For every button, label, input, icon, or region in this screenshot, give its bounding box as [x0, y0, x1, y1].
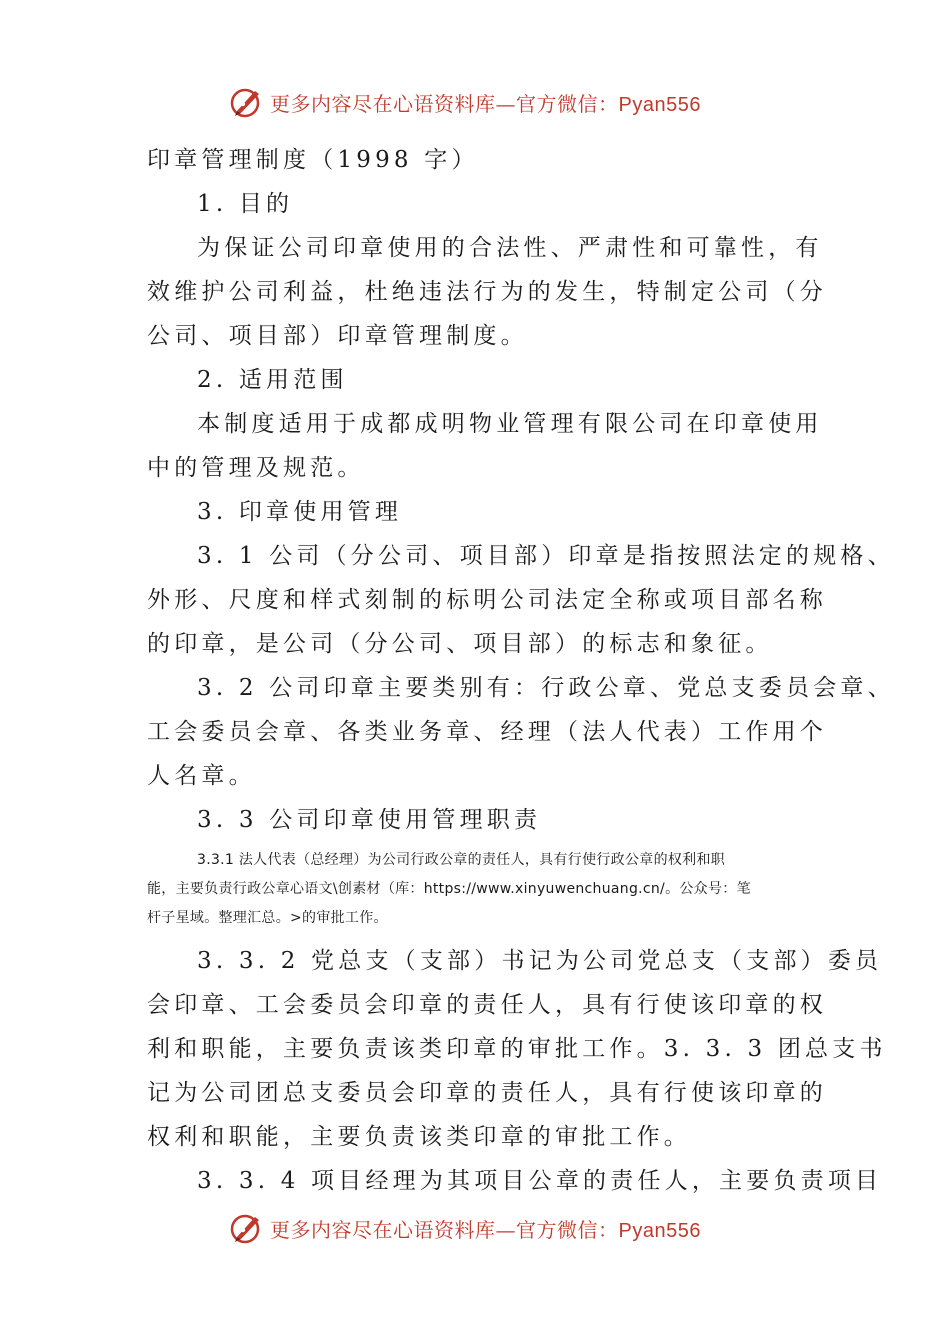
wechat-id: Pyan556: [618, 1219, 701, 1242]
paragraph-line: 杆子星域。整理汇总。>的审批工作。: [147, 910, 388, 926]
paragraph-line: 中的管理及规范。: [147, 455, 365, 481]
banner-text: 更多内容尽在心语资料库—官方微信：Pyan556: [270, 91, 701, 116]
paragraph-line: 公司、项目部）印章管理制度。: [147, 323, 528, 349]
pen-circle-icon: [228, 84, 264, 120]
document-title: 印章管理制度（1998 字）: [147, 147, 479, 173]
paragraph-line: 3.3.1 法人代表（总经理）为公司行政公章的责任人，具有行使行政公章的权利和职: [197, 852, 726, 868]
footer-banner: [228, 1208, 748, 1248]
paragraph-line: 利和职能，主要负责该类印章的审批工作。3. 3. 3 团总支书: [147, 1036, 887, 1062]
wechat-id: Pyan556: [618, 93, 701, 116]
paragraph-line: 外形、尺度和样式刻制的标明公司法定全称或项目部名称: [147, 587, 827, 613]
paragraph-line: 为保证公司印章使用的合法性、严肃性和可靠性，有: [197, 235, 823, 261]
paragraph-line: 3. 2 公司印章主要类别有：行政公章、党总支委员会章、: [197, 675, 895, 701]
header-banner: [228, 82, 748, 122]
paragraph-line: 会印章、工会委员会印章的责任人，具有行使该印章的权: [147, 992, 827, 1018]
paragraph-line: 记为公司团总支委员会印章的责任人，具有行使该印章的: [147, 1080, 827, 1106]
banner-text: 更多内容尽在心语资料库—官方微信：Pyan556: [270, 1217, 701, 1242]
paragraph-line: 本制度适用于成都成明物业管理有限公司在印章使用: [197, 411, 823, 437]
paragraph-line: 工会委员会章、各类业务章、经理（法人代表）工作用个: [147, 719, 827, 745]
paragraph-line: 人名章。: [147, 763, 256, 789]
paragraph-line: 3. 1 公司（分公司、项目部）印章是指按照法定的规格、: [197, 543, 895, 569]
paragraph-line: 权利和职能，主要负责该类印章的审批工作。: [147, 1124, 691, 1150]
section-heading: 3. 印章使用管理: [197, 499, 403, 525]
paragraph-line: 能，主要负责行政公章心语文\创素材（库：https://www.xinyuwenchuang.cn/。公众号：笔: [147, 881, 751, 897]
paragraph-line: 3. 3. 2 党总支（支部）书记为公司党总支（支部）委员: [197, 948, 883, 974]
document-body: [147, 138, 895, 1203]
paragraph-line: 的印章，是公司（分公司、项目部）的标志和象征。: [147, 631, 773, 657]
paragraph-line: 效维护公司利益，杜绝违法行为的发生，特制定公司（分: [147, 279, 827, 305]
small-print-block: [147, 846, 807, 933]
section-heading: 1. 目的: [197, 191, 294, 217]
pen-circle-icon: [228, 1210, 264, 1246]
paragraph-line: 3. 3. 4 项目经理为其项目公章的责任人，主要负责项目: [197, 1168, 883, 1194]
section-heading: 2. 适用范围: [197, 367, 348, 393]
section-heading: 3. 3 公司印章使用管理职责: [197, 807, 542, 833]
